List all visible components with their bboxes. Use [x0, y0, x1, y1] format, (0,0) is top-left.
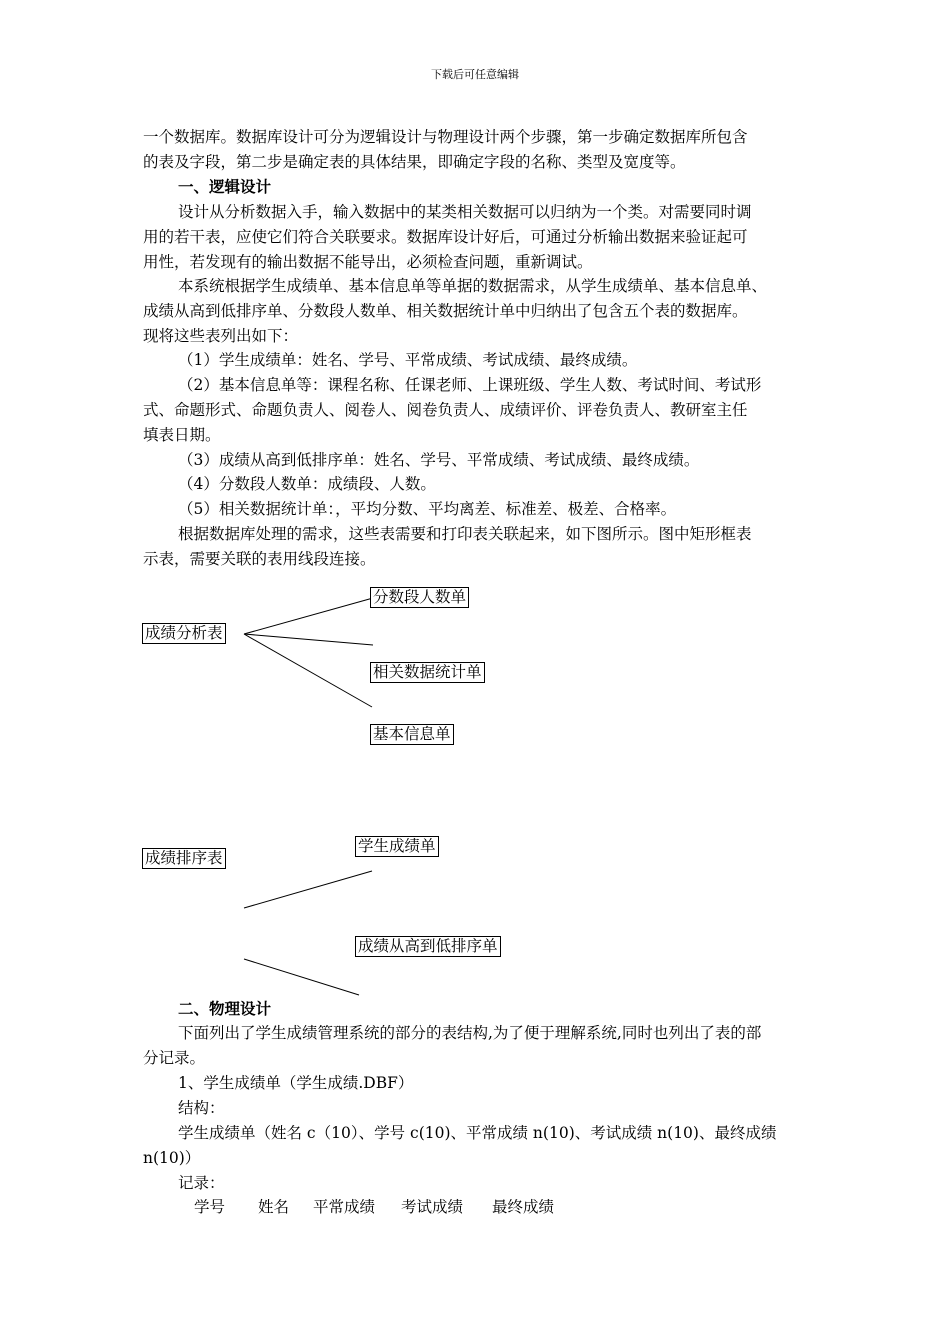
paragraph-line: 用的若干表，应使它们符合关联要求。数据库设计好后，可通过分析输出数据来验证起可 — [143, 228, 748, 246]
diagram-box-analysis: 成绩分析表 — [142, 623, 226, 644]
paragraph-line: 的表及字段，第二步是确定表的具体结果，即确定字段的名称、类型及宽度等。 — [143, 153, 686, 171]
record-label: 记录： — [178, 1174, 225, 1192]
paragraph-line: 示表，需要关联的表用线段连接。 — [143, 550, 376, 568]
diagram-box-basic-info: 基本信息单 — [370, 724, 454, 745]
paragraph-line: 成绩从高到低排序单、分数段人数单、相关数据统计单中归纳出了包含五个表的数据库。 — [143, 302, 748, 320]
paragraph-line: 设计从分析数据入手，输入数据中的某类相关数据可以归纳为一个类。对需要同时调 — [178, 203, 752, 221]
paragraph-line: 一个数据库。数据库设计可分为逻辑设计与物理设计两个步骤，第一步确定数据库所包含 — [143, 128, 748, 146]
paragraph-line: 分记录。 — [143, 1049, 206, 1067]
paragraph-line: 下面列出了学生成绩管理系统的部分的表结构,为了便于理解系统,同时也列出了表的部 — [178, 1024, 762, 1042]
list-item: （3）成绩从高到低排序单：姓名、学号、平常成绩、考试成绩、最终成绩。 — [178, 451, 700, 469]
paragraph-line: 本系统根据学生成绩单、基本信息单等单据的数据需求，从学生成绩单、基本信息单、 — [178, 277, 768, 295]
subsection-title: 1、学生成绩单（学生成绩.DBF） — [178, 1074, 414, 1092]
paragraph-line: 用性，若发现有的输出数据不能导出，必须检查问题，重新调试。 — [143, 253, 593, 271]
connector-line — [244, 959, 359, 995]
connector-line — [244, 634, 372, 707]
section-heading-physical: 二、物理设计 — [178, 999, 272, 1018]
diagram-box-stats: 相关数据统计单 — [370, 662, 485, 683]
paragraph-line: 根据数据库处理的需求，这些表需要和打印表关联起来，如下图所示。图中矩形框表 — [178, 525, 752, 543]
column-header: 平常成绩 — [313, 1198, 376, 1216]
connector-line — [244, 871, 372, 908]
diagram-box-student-scores: 学生成绩单 — [355, 836, 439, 857]
list-item: （4）分数段人数单：成绩段、人数。 — [178, 475, 436, 493]
list-item-continued: 填表日期。 — [143, 426, 221, 444]
diagram-box-high-to-low: 成绩从高到低排序单 — [355, 936, 501, 957]
page-header: 下载后可任意编辑 — [431, 68, 519, 81]
list-item: （1）学生成绩单：姓名、学号、平常成绩、考试成绩、最终成绩。 — [178, 351, 638, 369]
structure-line: n(10)） — [143, 1149, 201, 1167]
paragraph-line: 现将这些表列出如下： — [143, 327, 299, 345]
connector-line — [244, 634, 373, 645]
diagram-box-score-band: 分数段人数单 — [370, 587, 469, 608]
list-item: （2）基本信息单等：课程名称、任课老师、上课班级、学生人数、考试时间、考试形 — [178, 376, 762, 394]
section-heading-logical: 一、逻辑设计 — [178, 177, 272, 196]
column-header: 最终成绩 — [492, 1198, 555, 1216]
column-header: 学号 — [194, 1198, 226, 1216]
list-item-continued: 式、命题形式、命题负责人、阅卷人、阅卷负责人、成绩评价、评卷负责人、教研室主任 — [143, 401, 748, 419]
column-header: 姓名 — [258, 1198, 290, 1216]
list-item: （5）相关数据统计单：，平均分数、平均离差、标准差、极差、合格率。 — [178, 500, 677, 518]
connector-line — [244, 598, 373, 634]
structure-line: 学生成绩单（姓名 c（10）、学号 c(10)、平常成绩 n(10)、考试成绩 n(10)、最终成绩 — [178, 1124, 777, 1142]
diagram-box-ranking: 成绩排序表 — [142, 848, 226, 869]
column-header: 考试成绩 — [401, 1198, 464, 1216]
structure-label: 结构： — [178, 1099, 225, 1117]
